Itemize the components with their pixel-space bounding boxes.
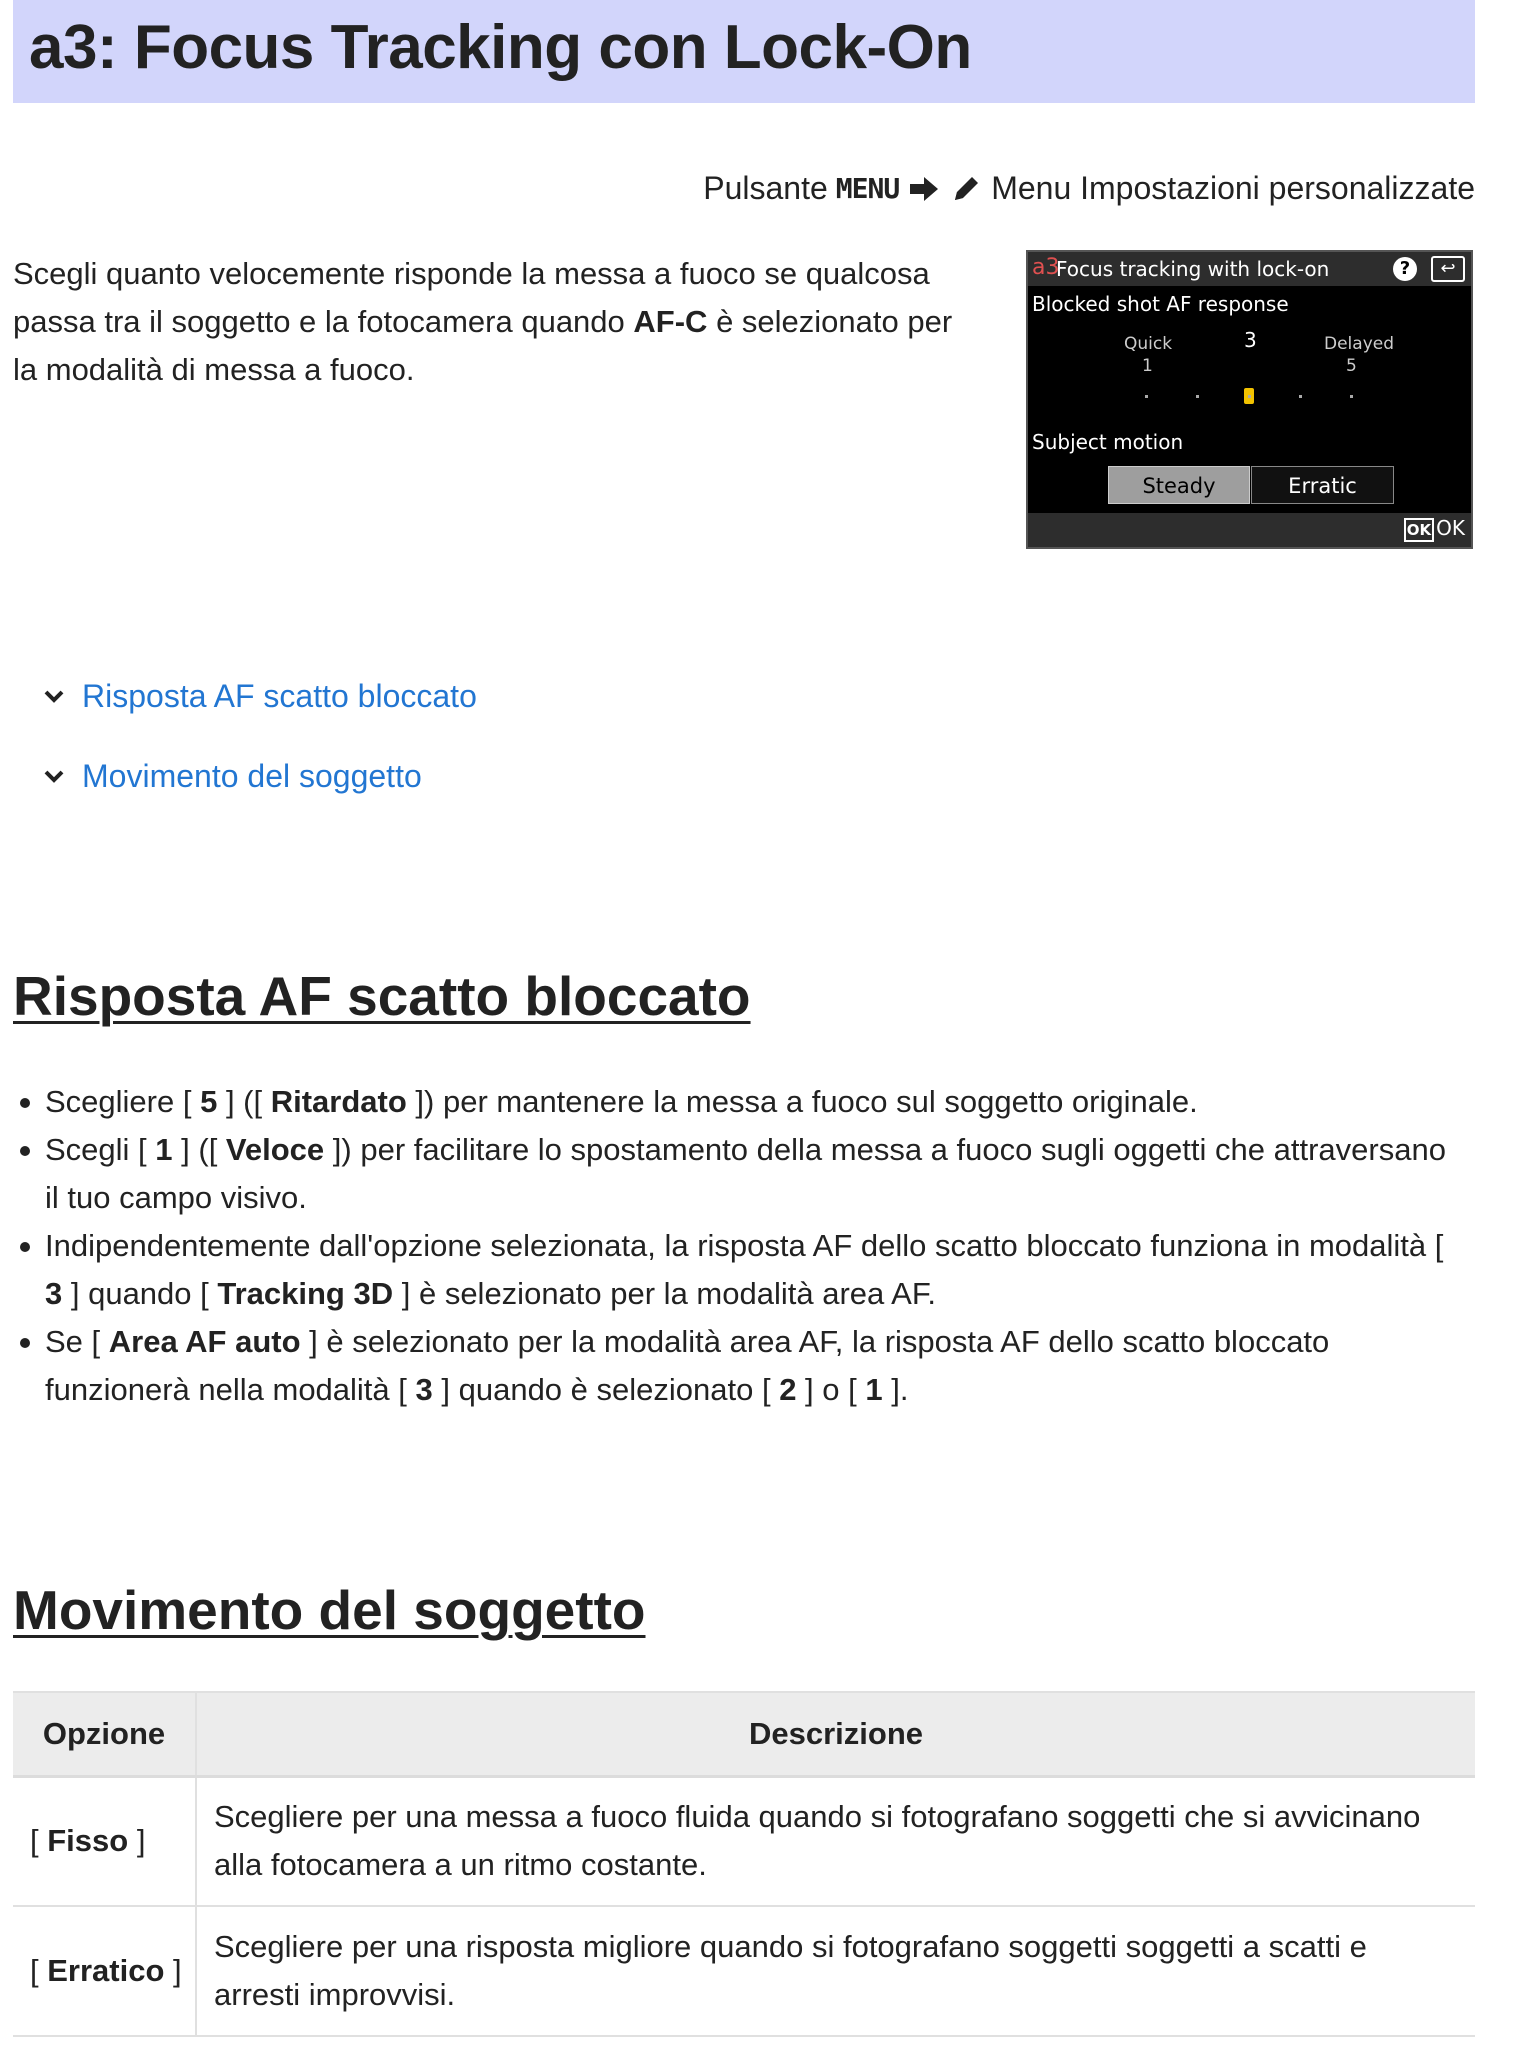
bullet-text: ] ([: [172, 1132, 226, 1167]
bullet-text: Scegli [: [45, 1132, 156, 1167]
bullet-bold: 5: [200, 1084, 218, 1119]
bullet-bold: 1: [865, 1372, 883, 1407]
bullet-text: ] quando è selezionato [: [432, 1372, 780, 1407]
bullet-text: ].: [882, 1372, 909, 1407]
bullet-bold: Ritardato: [270, 1084, 407, 1119]
bullet-list: [13, 1078, 1453, 1414]
bullet-bold: Veloce: [225, 1132, 325, 1167]
slider-min-value: 1: [1142, 356, 1153, 376]
list-item: [13, 1078, 1453, 1126]
help-icon: ?: [1393, 257, 1417, 281]
slider-tick: [1145, 395, 1148, 398]
slider-max-value: 5: [1346, 356, 1357, 376]
bullet-text: Scegliere [: [45, 1084, 201, 1119]
menu-button-label: MENU: [835, 172, 900, 205]
column-header-option: Opzione: [13, 1692, 196, 1776]
list-item: [13, 1222, 1453, 1318]
slider-tick: [1196, 395, 1199, 398]
bullet-text: Se [: [45, 1324, 109, 1359]
ok-button-icon: OK: [1404, 518, 1434, 542]
menu-path: [703, 170, 1475, 207]
ok-label: OK: [1436, 516, 1465, 540]
page-title: a3: Focus Tracking con Lock-On: [29, 13, 972, 82]
intro-text-1: Scegli quanto velocemente risponde la messa a fuoco se qualcosa passa tra il soggetto e la fotocamera quando: [13, 256, 930, 339]
option-cell: [13, 1906, 196, 2036]
bullet-text: Indipendentemente dall'opzione selezionata, la risposta AF dello scatto bloccato funziona in modalità [: [45, 1228, 1444, 1263]
menu-name: Menu Impostazioni personalizzate: [991, 170, 1475, 206]
title-bar: [13, 0, 1475, 103]
bullet-text: ]) per facilitare lo spostamento della messa a fuoco sugli oggetti che attraversano il tuo campo visivo.: [45, 1132, 1446, 1215]
camera-footer: [1028, 513, 1471, 547]
list-item: [13, 1318, 1453, 1414]
table-row: [13, 1906, 1475, 2036]
bullet-text: ] quando [: [62, 1276, 218, 1311]
option-cell: [13, 1776, 196, 1906]
list-item: [13, 1126, 1453, 1222]
intro-bold: AF-C: [633, 304, 708, 339]
chevron-down-icon: [42, 764, 66, 788]
camera-menu-title: Focus tracking with lock-on: [1056, 257, 1330, 281]
path-prefix: Pulsante: [703, 170, 828, 206]
toc-link-label[interactable]: Movimento del soggetto: [82, 757, 422, 794]
bracket: [: [30, 1953, 48, 1988]
bullet-text: ] o [: [796, 1372, 866, 1407]
toc-link-risposta-af[interactable]: [42, 676, 477, 716]
chevron-down-icon: [42, 684, 66, 708]
option-name: Fisso: [47, 1823, 129, 1859]
table-row: [13, 1776, 1475, 1906]
column-header-description: Descrizione: [196, 1692, 1475, 1776]
ok-indicator: [1404, 516, 1465, 542]
slider-tick: [1248, 395, 1251, 398]
bracket: ]: [128, 1823, 146, 1859]
camera-menu-code: a3: [1032, 255, 1060, 280]
bullet-text: ] è selezionato per la modalità area AF, la risposta AF dello scatto bloccato funzionerà nella modalità [: [45, 1324, 1330, 1407]
section-heading-risposta-af: Risposta AF scatto bloccato: [13, 965, 751, 1027]
slider-right-label: Delayed: [1324, 334, 1395, 354]
camera-option-erratic: Erratic: [1251, 466, 1394, 504]
bullet-bold: Area AF auto: [108, 1324, 301, 1359]
bracket: [: [30, 1823, 48, 1859]
intro-text-2: è selezionato per la modalità di messa a fuoco.: [13, 304, 953, 387]
bullet-bold: 1: [155, 1132, 173, 1167]
intro-paragraph: [13, 250, 963, 394]
arrow-right-icon: [907, 172, 941, 206]
camera-section-subject-motion: Subject motion: [1032, 430, 1184, 454]
description-cell: Scegliere per una risposta migliore quando si fotografano soggetti soggetti a scatti e arresti improvvisi.: [196, 1906, 1475, 2036]
bracket: ]: [164, 1953, 182, 1988]
section-heading-movimento: Movimento del soggetto: [13, 1579, 646, 1641]
toc-link-movimento[interactable]: [42, 756, 477, 796]
pencil-icon: [949, 172, 983, 206]
bullet-bold: Tracking 3D: [217, 1276, 394, 1311]
bullet-bold: 3: [45, 1276, 63, 1311]
camera-section-blocked-shot: Blocked shot AF response: [1032, 292, 1289, 316]
bullet-bold: 2: [779, 1372, 797, 1407]
table-of-contents: [42, 676, 477, 836]
slider-current-value: 3: [1244, 328, 1257, 352]
table-header-row: [13, 1692, 1475, 1776]
toc-link-label[interactable]: Risposta AF scatto bloccato: [82, 677, 477, 714]
options-table: [13, 1691, 1475, 2037]
slider-tick: [1299, 395, 1302, 398]
camera-menu-screenshot: [1026, 250, 1473, 549]
option-name: Erratico: [47, 1953, 165, 1988]
bullet-text: ]) per mantenere la messa a fuoco sul soggetto originale.: [406, 1084, 1198, 1119]
bullet-text: ] è selezionato per la modalità area AF.: [393, 1276, 936, 1311]
back-icon: ↩: [1431, 256, 1465, 282]
description-cell: Scegliere per una messa a fuoco fluida quando si fotografano soggetti che si avvicinano alla fotocamera a un ritmo costante.: [196, 1776, 1475, 1906]
bullet-text: ] ([: [217, 1084, 271, 1119]
slider-left-label: Quick: [1124, 334, 1173, 354]
camera-header: [1028, 252, 1471, 286]
camera-option-steady: Steady: [1108, 466, 1250, 504]
bullet-bold: 3: [415, 1372, 433, 1407]
slider-tick: [1350, 395, 1353, 398]
